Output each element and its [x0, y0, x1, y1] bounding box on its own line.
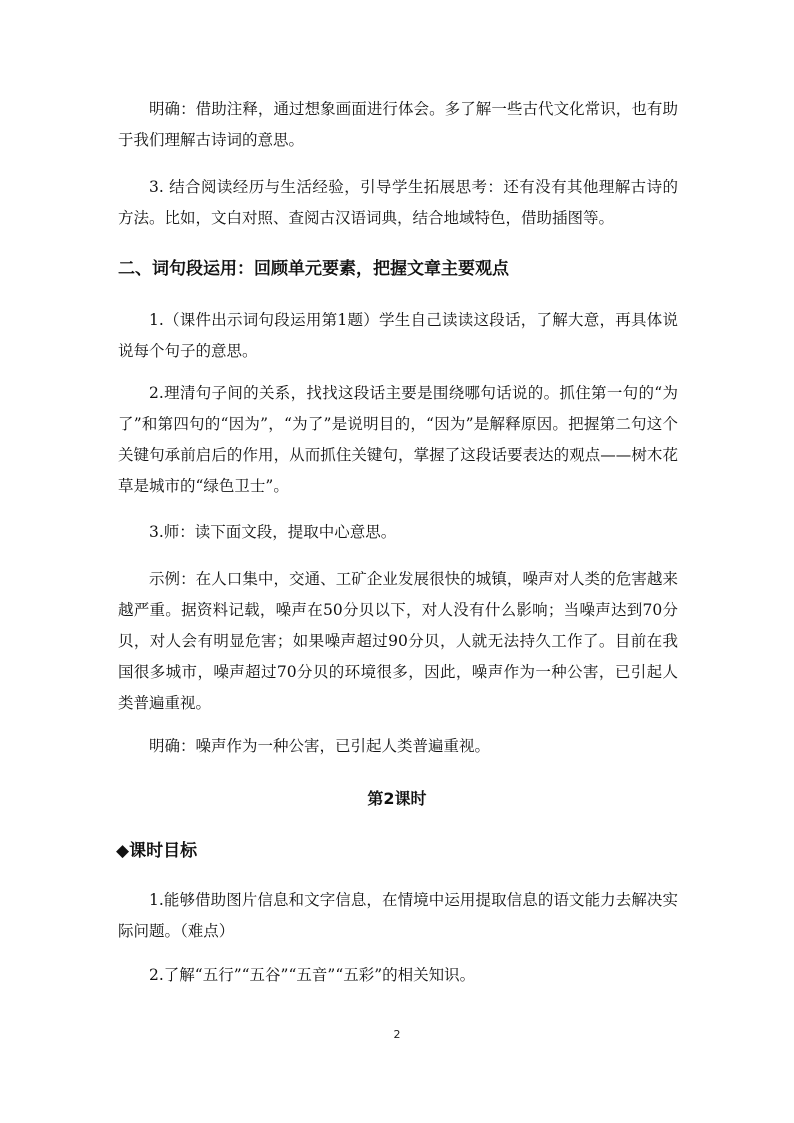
page-number: 2	[393, 1028, 401, 1041]
paragraph-step-3-teacher: 3.师：读下面文段，提取中心意思。	[149, 523, 397, 541]
paragraph-step-1-courseware: 1.（课件出示词句段运用第1题）学生自己读读这段话，了解大意，再具体说说每个句子的意思。	[118, 311, 678, 360]
objectives-heading: ◆课时目标	[116, 841, 198, 861]
paragraph-step-2-key-sentence: 2.理清句子间的关系，找找这段话主要是围绕哪句话说的。抓住第一句的“为了”和第四句的“因为”，“为了”是说明目的，“因为”是解释原因。把握第二句这个关键句承前启后的作用，从而抓住关键句，掌握了这段话要表达的观点——树木花草是城市的“绿色卫士”。	[118, 384, 678, 495]
paragraph-clarify-noise: 明确：噪声作为一种公害，已引起人类普遍重视。	[149, 737, 491, 755]
paragraph-objective-1: 1.能够借助图片信息和文字信息，在情境中运用提取信息的语文能力去解决实际问题。（难点）	[118, 891, 678, 940]
paragraph-objective-2: 2.了解“五行”“五谷”“五音”“五彩”的相关知识。	[149, 966, 476, 984]
paragraph-example-noise: 示例：在人口集中，交通、工矿企业发展很快的城镇，噪声对人类的危害越来越严重。据资料记载，噪声在50分贝以下，对人没有什么影响；当噪声达到70分贝，对人会有明显危害；如果噪声超过90分贝，人就无法持久工作了。目前在我国很多城市，噪声超过70分贝的环境很多，因此，噪声作为一种公害，已引起人类普遍重视。	[118, 570, 678, 712]
section-heading-word-sentence-use: 二、词句段运用：回顾单元要素，把握文章主要观点	[118, 259, 509, 279]
paragraph-step-3-methods: 3. 结合阅读经历与生活经验，引导学生拓展思考：还有没有其他理解古诗的方法。比如，文白对照、查阅古汉语词典，结合地域特色，借助插图等。	[118, 178, 678, 227]
lesson-title: 第2课时	[367, 789, 427, 808]
paragraph-clarify-annotations: 明确：借助注释，通过想象画面进行体会。多了解一些古代文化常识，也有助于我们理解古诗词的意思。	[118, 100, 678, 149]
